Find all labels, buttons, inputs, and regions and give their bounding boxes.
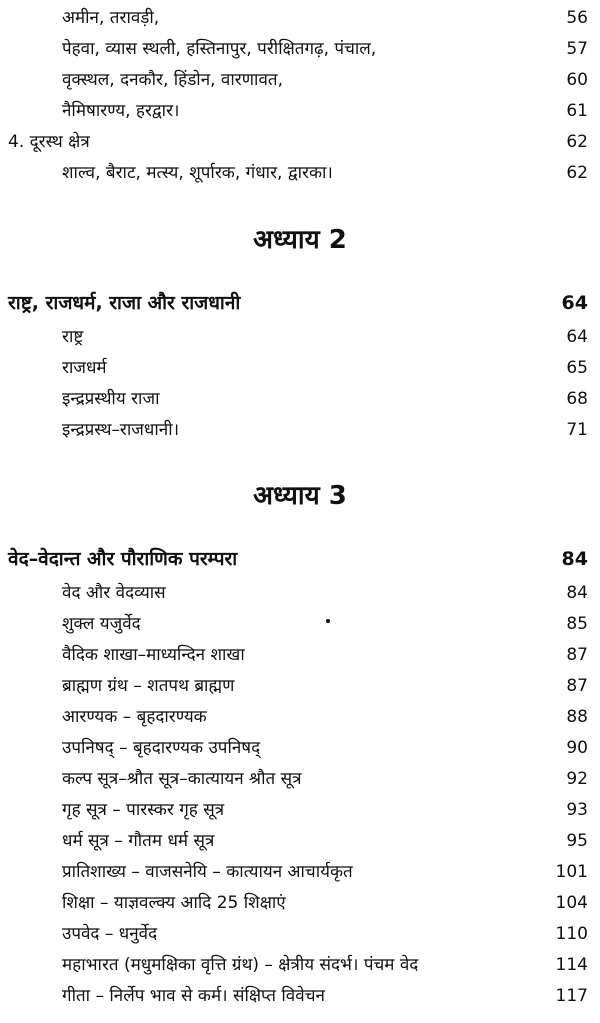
toc-entry [0, 34, 600, 64]
chapter-title: वेद–वेदान्त और पौराणिक परम्परा [8, 548, 238, 570]
entry-page: 104 [555, 893, 588, 913]
entry-text: उपनिषद् – बृहदारण्यक उपनिषद् [62, 738, 261, 758]
entry-page: 60 [566, 70, 588, 90]
entry-text: कल्प सूत्र–श्रौत सूत्र–कात्यायन श्रौत सूत्र [62, 769, 302, 789]
entry-page: 71 [566, 420, 588, 440]
entry-text: धर्म सूत्र – गौतम धर्म सूत्र [62, 831, 215, 851]
chapter-title-row [0, 288, 600, 318]
section-page: 62 [566, 132, 588, 152]
toc-entry [0, 981, 600, 1011]
chapter-title-row [0, 544, 600, 574]
entry-text: नैमिषारण्य, हरद्वार। [62, 101, 180, 121]
toc-entry [0, 415, 600, 445]
toc-entry [0, 640, 600, 670]
entry-page: 92 [566, 769, 588, 789]
entry-text: प्रातिशाख्य – वाजसनेयि – कात्यायन आचार्यकृत [62, 862, 353, 882]
toc-entry [0, 96, 600, 126]
entry-page: 61 [566, 101, 588, 121]
entry-page: 84 [566, 583, 588, 603]
entry-text: गीता – निर्लेप भाव से कर्म। संक्षिप्त विवेचन [62, 986, 325, 1006]
toc-entry [0, 353, 600, 383]
entry-text: शुक्ल यजुर्वेद [62, 614, 141, 634]
toc-entry [0, 888, 600, 918]
toc-entry [0, 384, 600, 414]
entry-page: 90 [566, 738, 588, 758]
entry-page: 87 [566, 676, 588, 696]
entry-text: वैदिक शाखा–माध्यन्दिन शाखा [62, 645, 245, 665]
chapter-heading: अध्याय 3 [253, 481, 347, 511]
entry-text: महाभारत (मधुमक्षिका वृत्ति ग्रंथ) – क्षेत्रीय संदर्भ। पंचम वेद [62, 955, 419, 975]
toc-entry [0, 3, 600, 33]
entry-page: 110 [555, 924, 588, 944]
entry-page: 64 [566, 327, 588, 347]
toc-entry [0, 578, 600, 608]
section-text: 4. दूरस्थ क्षेत्र [8, 132, 90, 152]
entry-page: 57 [566, 39, 588, 59]
entry-text: वेद और वेदव्यास [62, 583, 166, 603]
entry-text: गृह सूत्र – पारस्कर गृह सूत्र [62, 800, 225, 820]
entry-page: 88 [566, 707, 588, 727]
toc-entry [0, 609, 600, 639]
entry-page: 87 [566, 645, 588, 665]
toc-entry [0, 702, 600, 732]
entry-text: शिक्षा – याज्ञवल्क्य आदि 25 शिक्षाएं [62, 893, 286, 913]
entry-page: 95 [566, 831, 588, 851]
entry-text: अमीन, तरावड़ी, [62, 8, 160, 28]
entry-text: इन्द्रप्रस्थीय राजा [62, 389, 160, 409]
toc-entry [0, 65, 600, 95]
entry-text: राष्ट्र [62, 327, 84, 347]
entry-text: ब्राह्मण ग्रंथ – शतपथ ब्राह्मण [62, 676, 235, 696]
toc-section [0, 127, 600, 157]
toc-entry [0, 733, 600, 763]
toc-entry [0, 671, 600, 701]
entry-page: 117 [555, 986, 588, 1006]
entry-text: पेहवा, व्यास स्थली, हस्तिनापुर, परीक्षितगढ़, पंचाल, [62, 39, 377, 59]
toc-entry [0, 795, 600, 825]
entry-page: 114 [555, 955, 588, 975]
entry-text: वृक्स्थल, दनकौर, हिंडोन, वारणावत, [62, 70, 283, 90]
chapter-page: 64 [561, 292, 588, 314]
chapter-heading: अध्याय 2 [253, 225, 347, 255]
entry-page: 101 [555, 862, 588, 882]
toc-entry [0, 857, 600, 887]
entry-text: इन्द्रप्रस्थ–राजधानी। [62, 420, 180, 440]
entry-text: राजधर्म [62, 358, 107, 378]
entry-page: 56 [566, 8, 588, 28]
toc-entry [0, 826, 600, 856]
entry-page: 85 [566, 614, 588, 634]
toc-entry [0, 764, 600, 794]
toc-entry [0, 919, 600, 949]
chapter-title: राष्ट्र, राजधर्म, राजा और राजधानी [8, 292, 241, 314]
toc-entry [0, 322, 600, 352]
entry-text: उपवेद – धनुर्वेद [62, 924, 158, 944]
entry-page: 65 [566, 358, 588, 378]
chapter-page: 84 [561, 548, 588, 570]
entry-page: 93 [566, 800, 588, 820]
toc-entry [0, 950, 600, 980]
toc-entry [0, 158, 600, 188]
entry-text: शाल्व, बैराट, मत्स्य, शूर्पारक, गंधार, द्वारका। [62, 163, 333, 183]
entry-page: 62 [566, 163, 588, 183]
entry-page: 68 [566, 389, 588, 409]
entry-text: आरण्यक – बृहदारण्यक [62, 707, 207, 727]
